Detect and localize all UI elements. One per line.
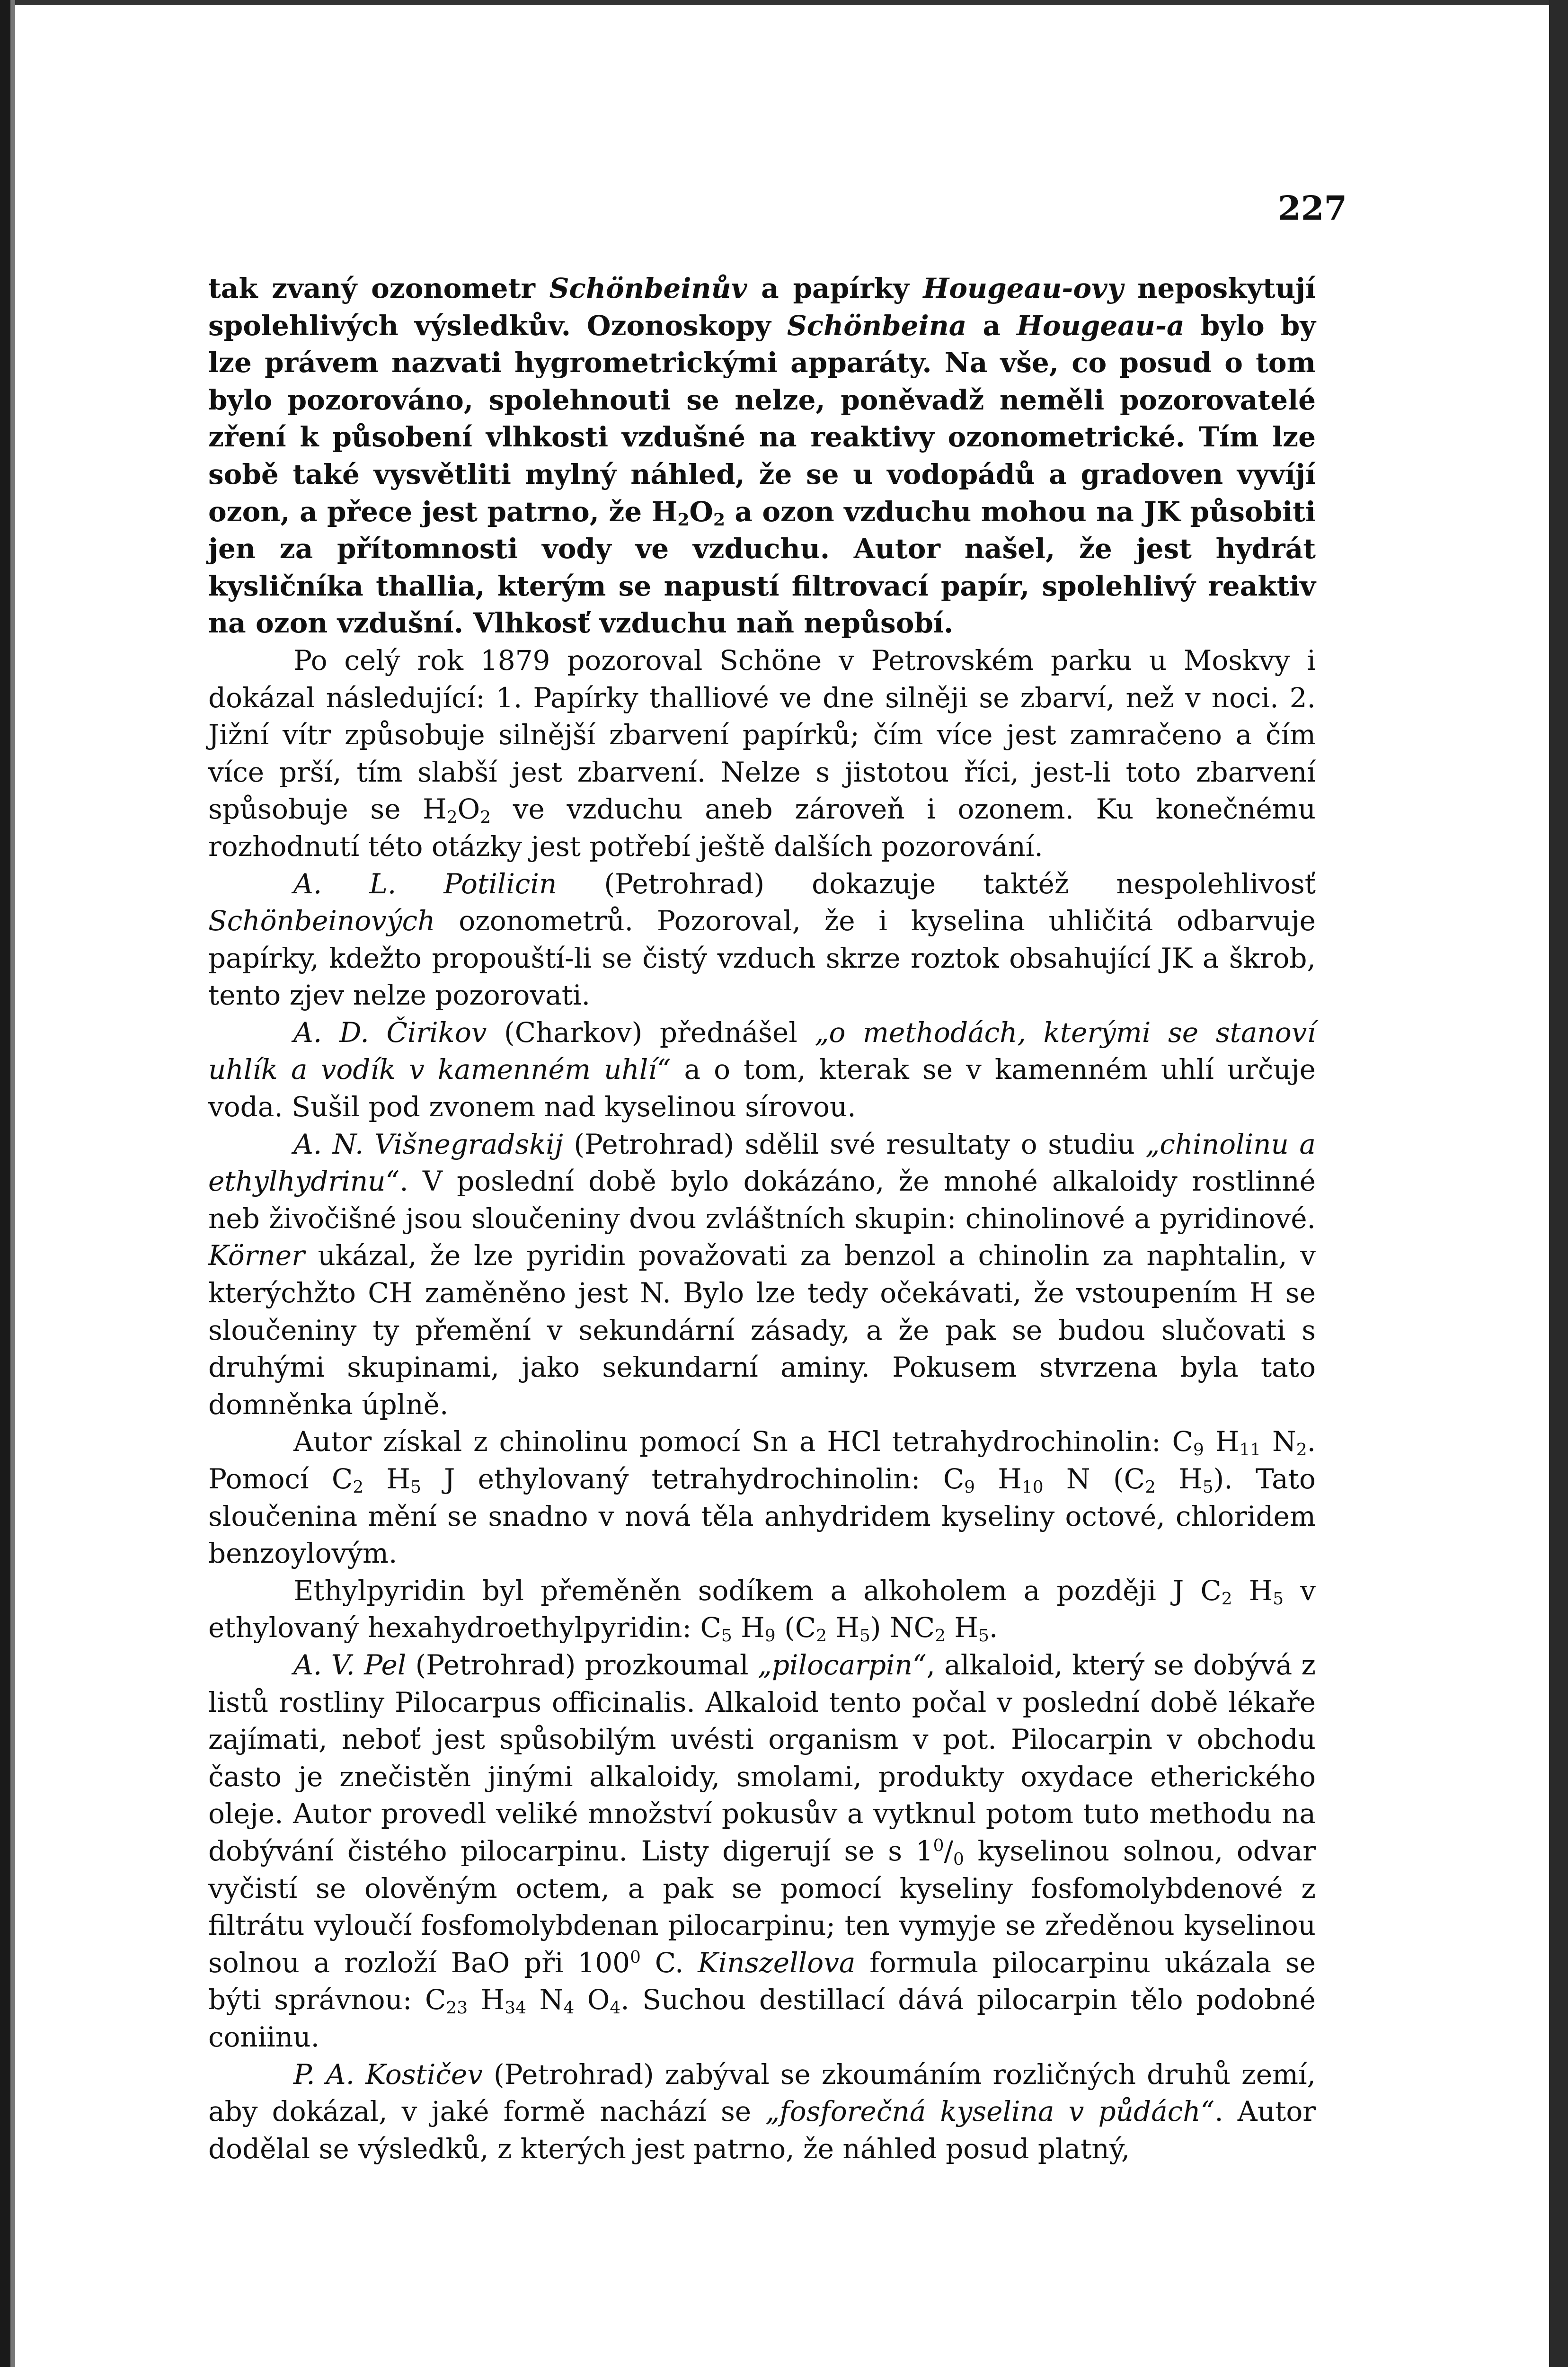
subscript: 2 [713,509,725,530]
subscript: 0 [953,1849,964,1869]
paragraph [208,1646,1316,2056]
text-run: . Suchou destillací dává pilocarpin tělo podobné coniinu. [208,1984,1316,2053]
italic-text: A. N. Višnegradskij [293,1128,563,1160]
scan-edge-left [0,0,10,2367]
subscript: 2 [1296,1440,1307,1460]
italic-text: Schönbeinův [549,272,747,304]
text-run: (Petrohrad) zabýval se zkoumáním rozličných druhů zemí, aby dokázal, v jaké formě nachází se [208,2058,1316,2128]
subscript: 2 [480,808,491,828]
subscript: 2 [446,808,458,828]
subscript: 11 [1239,1440,1261,1460]
italic-text: Körner [208,1239,305,1272]
italic-text: A. D. Čirikov [293,1016,487,1049]
paragraph [208,270,1316,642]
superscript: 0 [630,1947,641,1967]
text-run: formula pilocarpinu ukázala se býti správnou: C [208,1946,1316,2016]
text-run: a ozon vzduchu mohou na JK působiti jen za přítomnosti vody ve vzduchu. Autor našel, že jest hydrát kysličníka thallia, kterým se napustí filtrovací papír, spolehlivý reaktiv na ozon vzdušní. Vlhkosť vzduchu naň nepůsobí. [208,495,1316,640]
text-run: O [457,793,480,826]
text-run: (Petrohrad) prozkoumal [406,1648,758,1681]
subscript: 4 [610,1998,621,2018]
text-run: a o tom, kterak se v kamenném uhlí určuje voda. Sušil pod zvonem nad kyselinou sírovou. [208,1053,1316,1123]
text-run: , alkaloid, který se dobývá z listů rostliny Pilocarpus officinalis. Alkaloid tento počal v poslední době lékaře zajímati, neboť jest spůsobilým uvésti organism v pot. Pilocarpin v obchodu často je znečistěn jinými alkaloidy, smolami, produkty oxydace etherického oleje. Autor provedl veliké množství pokusův a vytknul potom tuto methodu na dobývání čistého pilocarpinu. Listy digerují se s 1 [208,1648,1316,1867]
italic-text: P. A. Kostičev [293,2058,483,2091]
text-run: kyselinou solnou, odvar vyčistí se olověným octem, a pak se pomocí kyseliny fosfomolybdenové z filtrátu vyloučí fosfomolybdenan pilocarpinu; ten vymyje se zředěnou kyselinou solnou a rozloží BaO při 100 [208,1834,1316,1979]
subscript: 2 [935,1626,946,1646]
text-run: (Charkov) přednášel [487,1016,815,1049]
text-run: ve vzduchu aneb zároveň i ozonem. Ku konečnému rozhodnutí této otázky jest potřebí ještě dalších pozorování. [208,793,1316,863]
text-run: (C [775,1611,816,1644]
text-run: O [574,1984,610,2016]
subscript: 2 [1144,1477,1156,1497]
text-run: H [732,1611,765,1644]
subscript: 2 [353,1477,364,1497]
text-run: N (C [1043,1463,1145,1495]
text-run: J ethylovaný tetrahydrochinolin: C [421,1463,965,1495]
subscript: 5 [1273,1589,1284,1609]
subscript: 10 [1021,1477,1044,1497]
subscript: 34 [505,1998,527,2018]
text-run: . V poslední době bylo dokázáno, že mnohé alkaloidy rostlinné neb živočišné jsou sloučeniny dvou zvláštních skupin: chinolinové a pyridinové. [208,1165,1316,1235]
text-run: (Petrohrad) sdělil své resultaty o studiu [563,1128,1146,1160]
text-run: v ethylovaný hexahydroethylpyridin: C [208,1574,1316,1644]
subscript: 9 [764,1626,776,1646]
text-run: ). Tato sloučenina mění se snadno v nová těla anhydridem kyseliny octové, chloridem benzoylovým. [208,1463,1316,1570]
text-run: Po celý rok 1879 pozoroval Schöne v Petrovském parku u Moskvy i dokázal následující: 1. Papírky thalliové ve dne silněji se zbarví, než v noci. 2. Jižní vítr způsobuje silnější zbarvení papírků; čím více jest zamračeno a čím více prší, tím slabší jest zbarvení. Nelze s jistotou říci, jest-li toto zbarvení spůsobuje se H [208,644,1316,826]
text-run: H [363,1463,410,1495]
text-run: a [966,309,1017,342]
italic-text: Schönbeinových [208,905,435,937]
text-run: H [826,1611,859,1644]
paragraph [208,2056,1316,2168]
body-text [208,270,1316,2167]
scan-edge-left-inner [10,0,15,2367]
paragraph [208,1423,1316,1572]
text-run: neposkytují spolehlivých výsledkův. Ozonoskopy [208,272,1316,342]
scan-edge-right [1549,0,1568,2367]
text-run: . Autor dodělal se výsledků, z kterých jest patrno, že náhled posud platný, [208,2095,1316,2165]
italic-text: „fosforečná kyselina v půdách“ [765,2095,1215,2128]
italic-text: Hougeau-a [1017,309,1185,342]
text-run: H [1232,1574,1273,1607]
subscript: 5 [1202,1477,1214,1497]
paragraph [208,1572,1316,1646]
subscript: 2 [1221,1589,1232,1609]
subscript: 9 [1193,1440,1204,1460]
text-run: / [944,1834,954,1867]
text-run: . [989,1611,998,1644]
text-run: N [1261,1425,1296,1458]
text-run: . Pomocí C [208,1425,1316,1495]
text-run: Autor získal z chinolinu pomocí Sn a HCl tetrahydrochinolin: C [293,1425,1193,1458]
italic-text: A. V. Pel [293,1648,407,1681]
italic-text: „o methodách, kterými se stanoví uhlík a vodík v kamenném uhlí“ [208,1016,1316,1086]
text-run: N [526,1984,564,2016]
italic-text: „pilocarpin“ [757,1648,927,1681]
text-run: ukázal, že lze pyridin považovati za benzol a chinolin za naphtalin, v kterýchžto CH zaměněno jest N. Bylo lze tedy očekávati, že vstoupením H se sloučeniny ty přemění v sekundární zásady, a že pak se budou slučovati s druhými skupinami, jako sekundarní aminy. Pokusem stvrzena byla tato domněnka úplně. [208,1239,1316,1421]
scan-edge-top [0,0,1568,5]
text-run: H [945,1611,978,1644]
subscript: 5 [410,1477,421,1497]
italic-text: Kinszellova [698,1946,856,1979]
text-run: a papírky [747,272,923,304]
subscript: 5 [978,1626,989,1646]
text-run: H [1155,1463,1203,1495]
text-run: O [689,495,713,528]
subscript: 9 [964,1477,975,1497]
paragraph [208,1014,1316,1126]
italic-text: „chinolinu a ethylhydrinu“ [208,1128,1316,1198]
italic-text: Schönbeina [787,309,967,342]
text-run: ) NC [870,1611,935,1644]
italic-text: Hougeau-ovy [923,272,1124,304]
text-run: (Petrohrad) dokazuje taktéž nespolehlivosť [557,867,1316,900]
page-number: 227 [1278,188,1347,228]
paragraph [208,865,1316,1014]
italic-text: A. L. Potilicin [293,867,557,900]
subscript: 23 [446,1998,468,2018]
subscript: 2 [677,509,690,530]
subscript: 2 [816,1626,827,1646]
text-run: H [468,1984,505,2016]
paragraph [208,1126,1316,1424]
text-run: Ethylpyridin byl přeměněn sodíkem a alkoholem a později J C [293,1574,1222,1607]
text-run: tak zvaný ozonometr [208,272,549,304]
text-run: H [1204,1425,1240,1458]
subscript: 5 [859,1626,870,1646]
text-run: C. [640,1946,698,1979]
subscript: 4 [563,1998,575,2018]
text-run: H [975,1463,1022,1495]
paragraph [208,642,1316,865]
subscript: 5 [721,1626,732,1646]
text-run: ozonometrů. Pozoroval, že i kyselina uhličitá odbarvuje papírky, kdežto propouští-li se čistý vzduch skrze roztok obsahující JK a škrob, tento zjev nelze pozorovati. [208,905,1316,1012]
text-run: bylo by lze právem nazvati hygrometrickými apparáty. Na vše, co posud o tom bylo pozorováno, spolehnouti se nelze, poněvadž neměli pozorovatelé zření k působení vlhkosti vzdušné na reaktivy ozonometrické. Tím lze sobě také vysvětliti mylný náhled, že se u vodopádů a gradoven vyvíjí ozon, a přece jest patrno, že H [208,309,1316,528]
superscript: 0 [933,1836,944,1856]
